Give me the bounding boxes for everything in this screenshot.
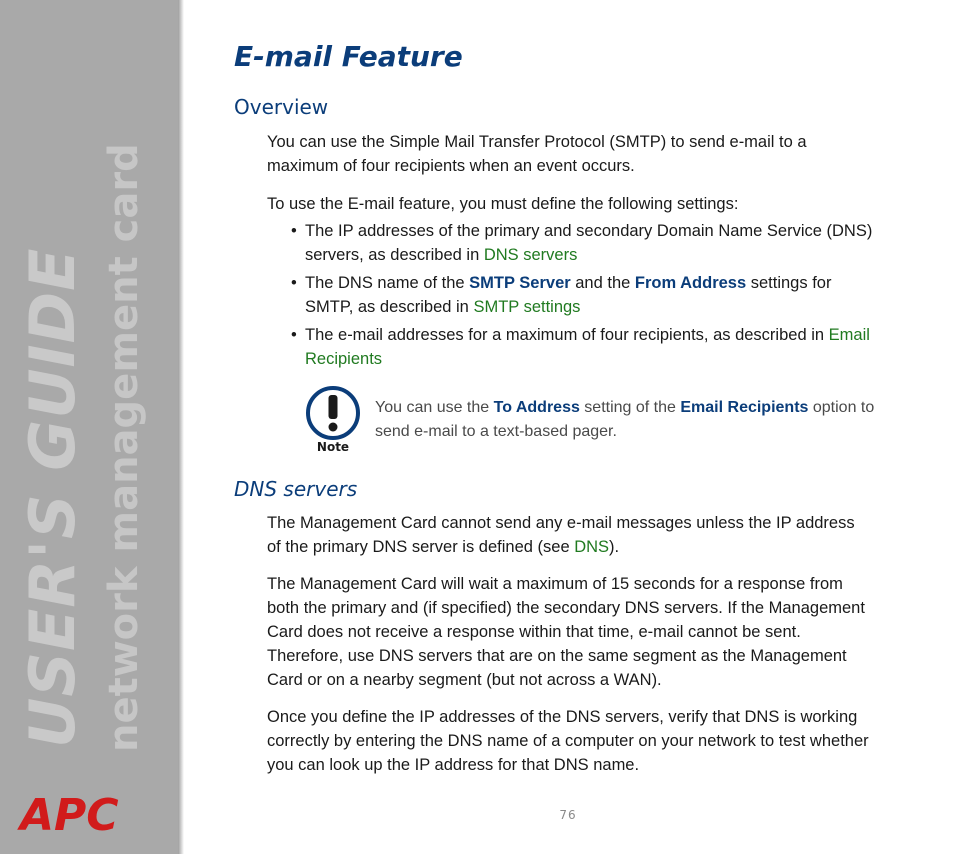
guide-title: USER'S GUIDE bbox=[16, 247, 89, 748]
dns-paragraph-2: The Management Card will wait a maximum of 15 seconds for a response from both the primary and (if specified) the secondary DNS servers. If the Management Card does not receive a response within that time, e-mail cannot be sent. Therefore, use DNS servers that are on the same segment as the Management Card or on a nearby segment (but not across a WAN). bbox=[267, 575, 865, 689]
link-dns[interactable]: DNS bbox=[574, 538, 610, 556]
dns-paragraph-3: Once you define the IP addresses of the DNS servers, verify that DNS is working correctly by entering the DNS name of a computer on your network to test whether you can look up the IP address for that DNS name. bbox=[267, 708, 869, 774]
link-dns-servers[interactable]: DNS servers bbox=[483, 246, 578, 264]
apc-logo bbox=[16, 790, 156, 836]
overview-paragraph-2: To use the E-mail feature, you must define the following settings: bbox=[267, 195, 739, 213]
sidebar-edge bbox=[178, 0, 184, 854]
link-smtp-settings[interactable]: SMTP settings bbox=[473, 298, 581, 316]
note-icon bbox=[305, 385, 361, 457]
bullet-item: • The DNS name of the SMTP Server and the From Address settings for SMTP, as described in SMTP settings bbox=[291, 271, 876, 319]
bullet-dot: • bbox=[291, 274, 297, 292]
bullet-dot: • bbox=[291, 222, 297, 240]
smtp-server-term: SMTP Server bbox=[469, 274, 571, 292]
page-number: 76 bbox=[559, 808, 577, 822]
to-address-term: To Address bbox=[493, 399, 580, 416]
bullet-item: • The IP addresses of the primary and secondary Domain Name Service (DNS) servers, as described in DNS servers bbox=[291, 219, 876, 267]
guide-subtitle: network management card bbox=[101, 143, 147, 752]
link-email-recipients[interactable]: Email Recipients bbox=[305, 326, 870, 368]
from-address-term: From Address bbox=[634, 274, 747, 292]
bullet-dot: • bbox=[291, 326, 297, 344]
page-title: E-mail Feature bbox=[234, 40, 463, 73]
note-text: You can use the To Address setting of the Email Recipients option to send e-mail to a text-based pager. bbox=[375, 399, 875, 440]
svg-text:Note: Note bbox=[316, 440, 350, 454]
bullet-item: • The e-mail addresses for a maximum of four recipients, as described in Email Recipients bbox=[291, 323, 876, 371]
overview-heading: Overview bbox=[234, 95, 329, 119]
dns-paragraph-1: The Management Card cannot send any e-mail messages unless the IP address of the primary DNS server is defined (see DNS). bbox=[267, 514, 855, 556]
dns-servers-heading: DNS servers bbox=[234, 477, 358, 501]
overview-paragraph-1: You can use the Simple Mail Transfer Protocol (SMTP) to send e-mail to a maximum of four recipients when an event occurs. bbox=[267, 133, 807, 175]
svg-text:APC: APC bbox=[20, 790, 119, 836]
email-recipients-term: Email Recipients bbox=[680, 399, 809, 416]
